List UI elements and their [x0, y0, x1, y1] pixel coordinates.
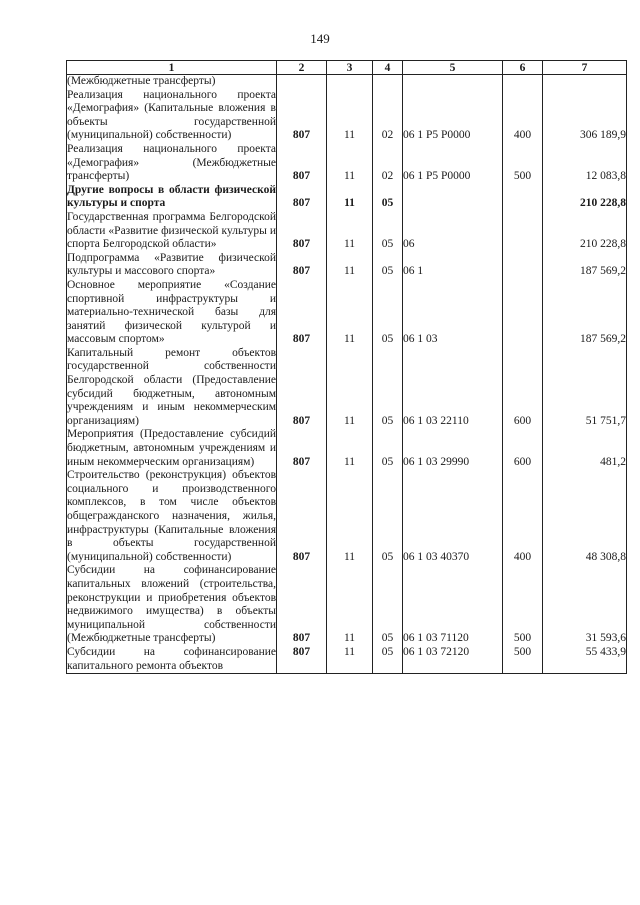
cell-subsection: 05 — [373, 347, 403, 429]
cell-section: 11 — [327, 428, 373, 469]
column-header: 4 — [373, 61, 403, 75]
table-row — [67, 252, 627, 279]
cell-code: 807 — [277, 347, 327, 429]
column-header: 5 — [403, 61, 503, 75]
cell-name: Подпрограмма «Развитие физической культуры и массового спорта» — [67, 251, 276, 278]
column-header: 1 — [67, 61, 277, 75]
cell-expense-type: 600 — [503, 428, 543, 469]
table-row — [67, 184, 627, 211]
cell-amount: 210 228,8 — [543, 211, 627, 252]
cell-code: 807 — [277, 279, 327, 347]
cell-target-article: 06 1 03 72120 — [403, 646, 503, 674]
cell-target-article — [403, 184, 503, 211]
cell-section: 11 — [327, 89, 373, 143]
table-row — [67, 211, 627, 252]
table-row — [67, 469, 627, 564]
cell-subsection: 05 — [373, 469, 403, 564]
cell-code: 807 — [277, 211, 327, 252]
cell-expense-type: 500 — [503, 646, 543, 674]
cell-expense-type: 400 — [503, 469, 543, 564]
cell-section: 11 — [327, 252, 373, 279]
cell-section: 11 — [327, 279, 373, 347]
cell-name: Субсидии на софинансирование капитального ремонта объектов — [67, 646, 277, 674]
cell-code: 807 — [277, 564, 327, 646]
column-header: 2 — [277, 61, 327, 75]
cell-section: 11 — [327, 646, 373, 674]
cell-target-article: 06 1 Р5 Р0000 — [403, 89, 503, 143]
cell-code — [277, 75, 327, 89]
cell-name: Субсидии на софинансирование капитальных вложений (строительства, реконструкции и приобретения объектов недвижимого имущества) в объекты муниципальной собственности (Межбюджетные трансферты) — [67, 564, 276, 645]
cell-target-article: 06 1 03 22110 — [403, 347, 503, 429]
cell-target-article: 06 1 03 — [403, 279, 503, 347]
cell-amount: 48 308,8 — [543, 469, 627, 564]
cell-section — [327, 75, 373, 89]
cell-amount: 306 189,9 — [543, 89, 627, 143]
cell-amount: 481,2 — [543, 428, 627, 469]
cell-name: Государственная программа Белгородской области «Развитие физической культуры и спорта Белгородской области» — [67, 210, 276, 251]
cell-code: 807 — [277, 184, 327, 211]
table-row — [67, 347, 627, 429]
cell-expense-type: 600 — [503, 347, 543, 429]
cell-expense-type: 500 — [503, 143, 543, 184]
cell-target-article — [403, 75, 503, 89]
table-row — [67, 279, 627, 347]
table-row — [67, 646, 627, 674]
cell-target-article: 06 1 03 29990 — [403, 428, 503, 469]
cell-expense-type: 400 — [503, 89, 543, 143]
cell-amount: 187 569,2 — [543, 252, 627, 279]
cell-code: 807 — [277, 143, 327, 184]
cell-target-article: 06 1 Р5 Р0000 — [403, 143, 503, 184]
cell-expense-type — [503, 252, 543, 279]
cell-expense-type — [503, 184, 543, 211]
cell-target-article: 06 1 — [403, 252, 503, 279]
cell-section: 11 — [327, 184, 373, 211]
cell-amount: 51 751,7 — [543, 347, 627, 429]
cell-subsection: 05 — [373, 184, 403, 211]
cell-name: (Межбюджетные трансферты) — [67, 75, 277, 89]
cell-amount: 187 569,2 — [543, 279, 627, 347]
column-header: 3 — [327, 61, 373, 75]
cell-amount — [543, 75, 627, 89]
cell-name: Основное мероприятие «Создание спортивной инфраструктуры и материально-технической базы для занятий физической культурой и массовым спортом» — [67, 278, 276, 346]
header-row — [67, 61, 627, 75]
cell-section: 11 — [327, 564, 373, 646]
budget-table — [66, 60, 627, 674]
cell-subsection: 05 — [373, 279, 403, 347]
cell-section: 11 — [327, 211, 373, 252]
table-body — [67, 75, 627, 674]
cell-section: 11 — [327, 143, 373, 184]
cell-subsection: 05 — [373, 211, 403, 252]
cell-subsection — [373, 75, 403, 89]
cell-target-article: 06 1 03 71120 — [403, 564, 503, 646]
cell-amount: 210 228,8 — [543, 184, 627, 211]
cell-subsection: 05 — [373, 646, 403, 674]
cell-expense-type: 500 — [503, 564, 543, 646]
column-header: 7 — [543, 61, 627, 75]
table-row — [67, 89, 627, 143]
cell-name: Капитальный ремонт объектов государственной собственности Белгородской области (Предоставление субсидий бюджетным, автономным учреждениям и иным некоммерческим организациям) — [67, 346, 276, 427]
cell-name: Другие вопросы в области физической культуры и спорта — [67, 183, 276, 210]
cell-code: 807 — [277, 89, 327, 143]
cell-subsection: 05 — [373, 564, 403, 646]
cell-code: 807 — [277, 428, 327, 469]
table-row — [67, 428, 627, 469]
cell-expense-type — [503, 211, 543, 252]
cell-name: Реализация национального проекта «Демография» (Капитальные вложения в объекты государственной (муниципальной) собственности) — [67, 88, 276, 142]
cell-subsection: 05 — [373, 428, 403, 469]
page-number: 149 — [310, 31, 330, 46]
cell-name: Мероприятия (Предоставление субсидий бюджетным, автономным учреждениям и иным некоммерческим организациям) — [67, 428, 276, 468]
cell-code: 807 — [277, 252, 327, 279]
cell-section: 11 — [327, 469, 373, 564]
table-row — [67, 564, 627, 646]
cell-subsection: 02 — [373, 143, 403, 184]
cell-expense-type — [503, 279, 543, 347]
cell-target-article: 06 — [403, 211, 503, 252]
table-row — [67, 75, 627, 89]
cell-code: 807 — [277, 469, 327, 564]
cell-code: 807 — [277, 646, 327, 674]
cell-name: Строительство (реконструкция) объектов социального и производственного комплексов, в том числе объектов общегражданского назначения, жилья, инфраструктуры (Капитальные вложения в объекты государственной (муниципальной) собственности) — [67, 469, 276, 563]
cell-amount: 31 593,6 — [543, 564, 627, 646]
table-row — [67, 143, 627, 184]
cell-name: Реализация национального проекта «Демография» (Межбюджетные трансферты) — [67, 142, 276, 183]
column-header: 6 — [503, 61, 543, 75]
cell-amount: 55 433,9 — [543, 646, 627, 674]
cell-subsection: 02 — [373, 89, 403, 143]
cell-target-article: 06 1 03 40370 — [403, 469, 503, 564]
cell-section: 11 — [327, 347, 373, 429]
cell-amount: 12 083,8 — [543, 143, 627, 184]
cell-subsection: 05 — [373, 252, 403, 279]
cell-expense-type — [503, 75, 543, 89]
